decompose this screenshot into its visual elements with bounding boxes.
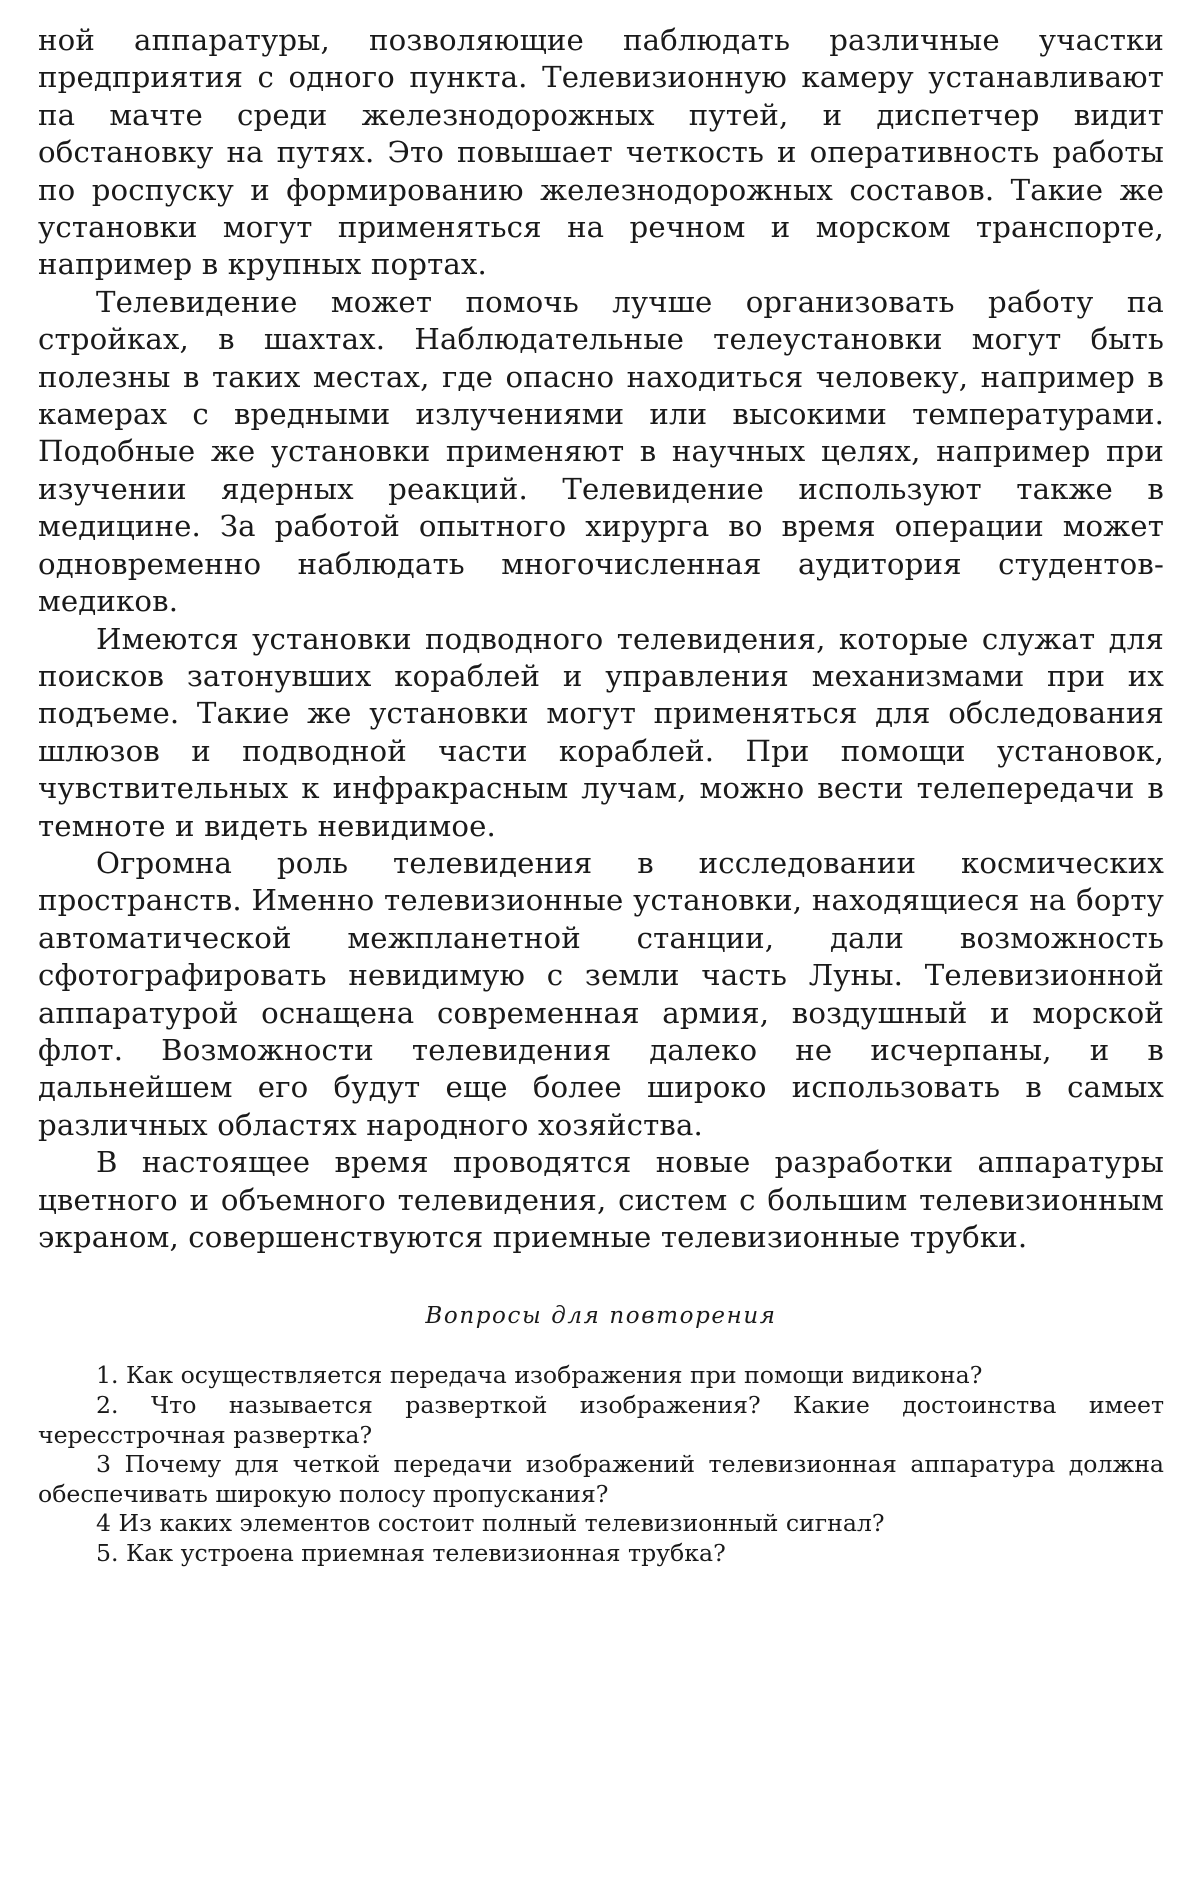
- paragraph-space-research: Огромна роль телевидения в исследовании космических пространств. Именно телевизионные установки, находящиеся на борту автоматической межпланетной станции, дали возможность сфотографировать невидимую с земли часть Луны. Телевизионной аппаратурой оснащена современная армия, воздушный и морской флот. Возможности телевидения далеко не исчерпаны, и в дальнейшем его будут еще более широко использовать в самых различных областях народного хозяйства.: [38, 845, 1164, 1142]
- question-item: 5. Как устроена приемная телевизионная трубка?: [96, 1538, 726, 1567]
- questions-list: [38, 1361, 1164, 1568]
- paragraph-underwater-tv: Имеются установки подводного телевидения, которые служат для поисков затонувших кораблей и управления механизмами при их подъеме. Такие же установки могут применяться для обследования шлюзов и подводной части кораблей. При помощи установок, чувствительных к инфракрасным лучам, можно вести телепередачи в темноте и видеть невидимое.: [38, 621, 1164, 843]
- question-item: 3 Почему для четкой передачи изображений телевизионная аппаратура должна обеспечивать широкую полосу пропускания?: [38, 1450, 1164, 1508]
- question-item: 2. Что называется разверткой изображения? Какие достоинства имеет чересстрочная развертка?: [38, 1391, 1164, 1449]
- paragraph-construction-mines: Телевидение может помочь лучше организовать работу па стройках, в шахтах. Наблюдательные телеустановки могут быть полезны в таких местах, где опасно находиться человеку, например в камерах с вредными излучениями или высокими температурами. Подобные же установки применяют в научных целях, например при изучении ядерных реакций. Телевидение используют также в медицине. За работой опытного хирурга во время операции может одновременно наблюдать многочисленная аудитория студентов-медиков.: [38, 284, 1164, 619]
- question-item: 1. Как осуществляется передача изображения при помощи видикона?: [96, 1361, 983, 1390]
- question-item: 4 Из каких элементов состоит полный телевизионный сигнал?: [96, 1509, 885, 1538]
- book-page: [38, 22, 1164, 1569]
- questions-heading: Вопросы для повторения: [425, 1303, 777, 1330]
- paragraph-continuation: ной аппаратуры, позволяющие паблюдать различные участки предприятия с одного пункта. Телевизионную камеру устанавливают па мачте среди железнодорожных путей, и диспетчер видит обстановку на путях. Это повышает четкость и оперативность работы по роспуску и формированию железнодорожных составов. Такие же установки могут применяться на речном и морском транспорте, например в крупных портах.: [38, 23, 1164, 282]
- paragraph-new-developments: В настоящее время проводятся новые разработки аппаратуры цветного и объемного телевидения, систем с большим телевизионным экраном, совершенствуются приемные телевизионные трубки.: [38, 1145, 1164, 1254]
